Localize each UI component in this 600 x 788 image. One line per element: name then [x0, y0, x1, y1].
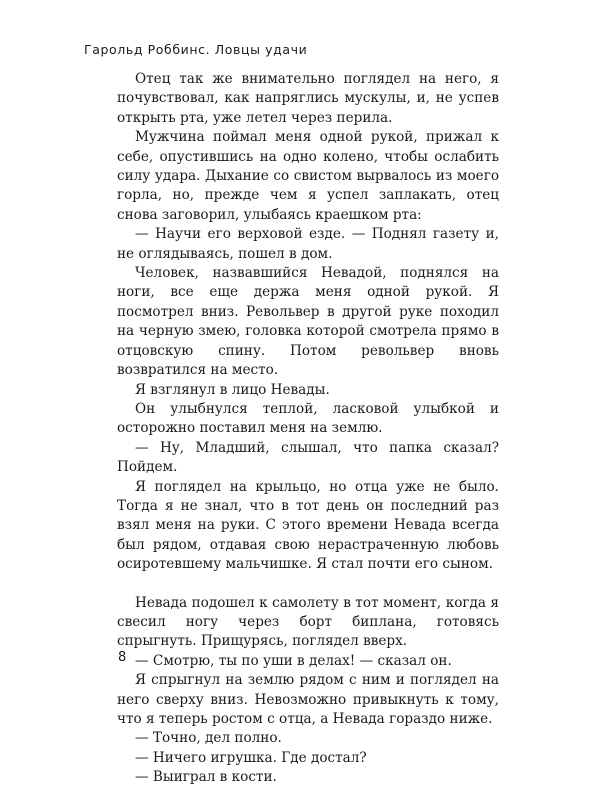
paragraph: Мужчина поймал меня одной рукой, прижал к себе, опустившись на одно колено, чтобы ослабить силу удара. Дыхание со свистом вырвалось из моего горла, но, прежде чем я успел заплакать, отец снова заговорил, улыбаясь краешком рта:	[117, 129, 499, 223]
paragraph: — Выиграл в кости.	[135, 769, 277, 786]
paragraph: Я взглянул в лицо Невады.	[135, 381, 330, 398]
paragraph: Я спрыгнул на землю рядом с ним и поглядел на него сверху вниз. Невозможно привыкнуть к тому, что я теперь ростом с отца, а Невада гораздо ниже.	[117, 672, 499, 727]
section-break	[117, 575, 499, 594]
paragraph: Невада подошел к самолету в тот момент, когда я свесил ногу через борт биплана, готовясь спрыгнуть. Прищурясь, поглядел вверх.	[117, 594, 499, 650]
paragraph: Отец так же внимательно поглядел на него, я почувствовал, как напряглись мускулы, и, не успев открыть рта, уже летел через перила.	[117, 71, 499, 126]
paragraph: — Смотрю, ты по уши в делах! — сказал он.	[135, 652, 452, 669]
body-text	[117, 70, 499, 788]
paragraph: Он улыбнулся теплой, ласковой улыбкой и осторожно поставил меня на землю.	[117, 400, 499, 437]
paragraph: — Ничего игрушка. Где достал?	[135, 749, 367, 766]
running-head: Гарольд Роббинс. Ловцы удачи	[84, 42, 308, 57]
paragraph: Человек, назвавшийся Невадой, поднялся на ноги, все еще держа меня одной рукой. Я посмотрел вниз. Револьвер в другой руке походил на черную змею, головка которой смотрела прямо в отцовскую спину. Потом револьвер вновь возвратился на место.	[117, 265, 499, 379]
page-number: 8	[118, 650, 127, 665]
paragraph: — Ну, Младший, слышал, что папка сказал? Пойдем.	[117, 439, 499, 476]
paragraph: — Научи его верховой езде. — Поднял газету и, не оглядываясь, пошел в дом.	[117, 226, 499, 262]
paragraph: — Точно, дел полно.	[135, 730, 282, 747]
paragraph: Я поглядел на крыльцо, но отца уже не было. Тогда я не знал, что в тот день он последний раз взял меня на руки. С этого времени Невада всегда был рядом, отдавая свою нерастраченную любовь осиротевшему мальчишке. Я стал почти его сыном.	[117, 478, 499, 573]
